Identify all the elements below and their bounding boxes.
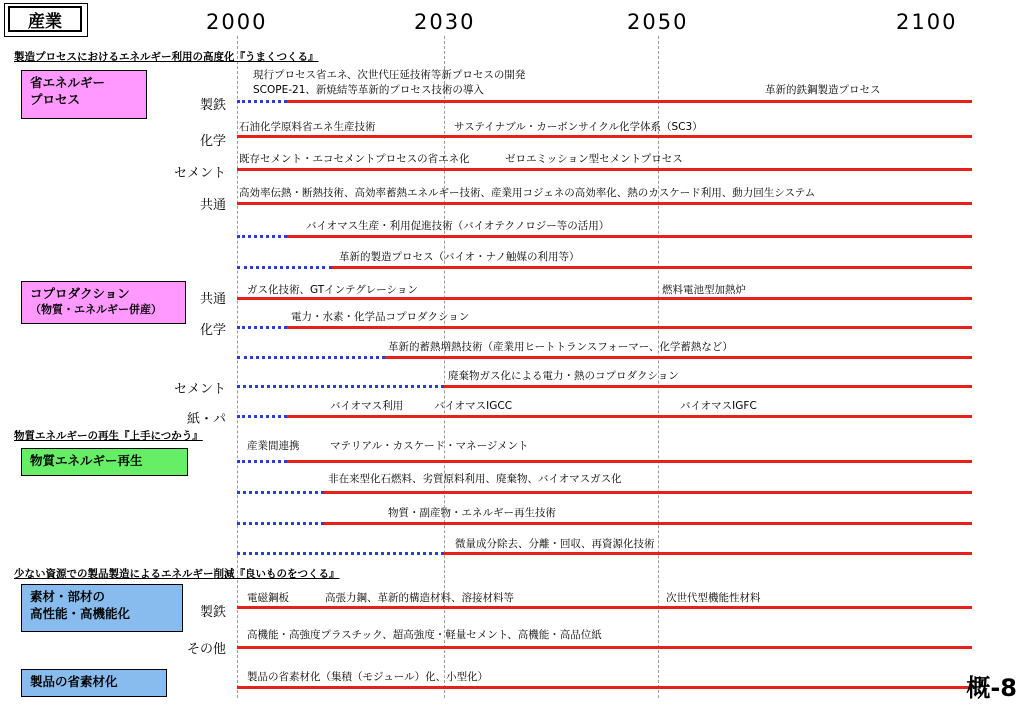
timeline-bar <box>287 100 972 103</box>
tech-label: 革新的製造プロセス（バイオ・ナノ触媒の利用等） <box>339 251 580 263</box>
timeline-bar <box>444 385 972 388</box>
tech-label: バイオマスIGCC <box>434 400 513 412</box>
tech-label: 産業間連携 <box>247 440 300 452</box>
tech-label: ガス化技術、GTインテグレーション <box>247 284 418 296</box>
page-title: 産業 <box>8 6 82 32</box>
tech-label: 製品の省素材化（集積（モジュール）化、小型化） <box>247 671 489 683</box>
category-line: 物質エネルギー再生 <box>30 453 143 468</box>
tech-label: バイオマス利用 <box>330 400 404 412</box>
tech-label: 高効率伝熱・断熱技術、高効率蓄熱エネルギー技術、産業用コジェネの高効率化、熱のカスケード利用、動力回生システム <box>239 187 816 199</box>
category-resource-saving <box>21 669 167 697</box>
timeline-dotted <box>237 460 287 463</box>
tech-label: 微量成分除去、分離・回収、再資源化技術 <box>455 538 655 550</box>
category-materials <box>21 584 183 632</box>
timeline-dotted <box>237 491 324 494</box>
tech-label: 革新的鉄鋼製造プロセス <box>765 84 881 96</box>
timeline-dotted <box>237 552 444 555</box>
timeline-bar <box>324 491 972 494</box>
tech-label: 高機能・高強度プラスチック、超高強度・軽量セメント、高機能・高品位紙 <box>247 629 602 641</box>
timeline-bar <box>287 235 972 238</box>
industry-common: 共通 <box>199 198 226 213</box>
tech-label: ゼロエミッション型セメントプロセス <box>505 153 683 165</box>
tech-label: 廃棄物ガス化による電力・熱のコプロダクション <box>448 370 679 382</box>
tech-label: 既存セメント・エコセメントプロセスの省エネ化 <box>239 153 470 165</box>
category-line: 製品の省素材化 <box>30 674 118 689</box>
timeline-bar <box>444 552 972 555</box>
section-heading: 少ない資源での製品製造によるエネルギー削減『良いものをつくる』 <box>14 568 340 580</box>
category-line: 省エネルギー <box>30 75 106 90</box>
timeline-bar <box>287 415 972 418</box>
timeline-dotted <box>237 356 385 359</box>
timeline-bar <box>332 266 972 269</box>
tech-label: SCOPE-21、新焼結等革新的プロセス技術の導入 <box>253 84 484 96</box>
industry-chemical: 化学 <box>199 323 226 338</box>
year-2030: 2030 <box>414 10 476 34</box>
timeline-bar <box>237 606 972 609</box>
category-line: （物質・エネルギー併産） <box>30 303 162 316</box>
tech-label: 電磁鋼板 <box>247 592 289 604</box>
timeline-dotted <box>237 266 332 269</box>
page-number: 概-8 <box>966 674 1017 702</box>
year-2050: 2050 <box>627 10 689 34</box>
tech-label: バイオマス生産・利用促進技術（バイオテクノロジー等の活用） <box>306 220 610 232</box>
tech-label: 革新的蓄熱増熱技術（産業用ヒートトランスフォーマー、化学蓄熱など） <box>388 341 733 353</box>
industry-cement: セメント <box>173 166 226 181</box>
industry-steel: 製鉄 <box>199 605 226 620</box>
section-heading: 製造プロセスにおけるエネルギー利用の高度化『うまくつくる』 <box>14 51 319 63</box>
timeline-dotted <box>237 100 287 103</box>
industry-paper: 紙・パ <box>186 412 226 427</box>
tech-label: 燃料電池型加熱炉 <box>662 284 746 296</box>
timeline-bar <box>287 326 972 329</box>
timeline-dotted <box>237 235 287 238</box>
timeline-bar <box>237 686 972 689</box>
industry-steel: 製鉄 <box>199 98 226 113</box>
tech-label: サステイナブル・カーボンサイクル化学体系（SC3） <box>454 121 703 133</box>
timeline-dotted <box>237 415 287 418</box>
timeline-dotted <box>237 385 444 388</box>
tech-label: 高張力鋼、革新的構造材料、溶接材料等 <box>325 592 514 604</box>
tech-label: 現行プロセス省エネ、次世代圧延技術等新プロセスの開発 <box>253 69 526 81</box>
section-heading: 物質エネルギーの再生『上手につかう』 <box>14 430 203 442</box>
tech-label: マテリアル・カスケード・マネージメント <box>330 440 529 452</box>
category-energy-saving <box>21 70 147 119</box>
category-line: 高性能・高機能化 <box>30 606 131 621</box>
timeline-bar <box>324 522 972 525</box>
timeline-bar <box>237 646 972 649</box>
industry-chemical: 化学 <box>199 134 226 149</box>
category-line: 素材・部材の <box>30 589 106 604</box>
tech-label: 石油化学原料省エネ生産技術 <box>239 121 376 133</box>
timeline-bar <box>237 168 972 171</box>
category-line: プロセス <box>30 92 81 107</box>
industry-cement: セメント <box>173 382 226 397</box>
timeline-dotted <box>237 522 324 525</box>
timeline-bar <box>237 297 972 300</box>
timeline-dotted <box>237 326 287 329</box>
category-regeneration <box>21 448 188 476</box>
category-line: コプロダクション <box>30 286 130 301</box>
timeline-bar <box>237 135 972 138</box>
tech-label: 電力・水素・化学品コプロダクション <box>291 311 470 323</box>
timeline-bar <box>385 356 972 359</box>
tech-label: バイオマスIGFC <box>680 400 757 412</box>
year-2100: 2100 <box>896 10 958 34</box>
year-2000: 2000 <box>206 10 268 34</box>
tech-label: 物質・副産物・エネルギー再生技術 <box>388 507 556 519</box>
timeline-bar <box>287 460 972 463</box>
timeline-bar <box>237 202 972 205</box>
category-coproduction <box>21 281 186 324</box>
industry-common: 共通 <box>199 292 226 307</box>
industry-other: その他 <box>186 642 226 657</box>
tech-label: 次世代型機能性材料 <box>666 592 761 604</box>
tech-label: 非在来型化石燃料、劣質原料利用、廃棄物、バイオマスガス化 <box>328 473 622 485</box>
